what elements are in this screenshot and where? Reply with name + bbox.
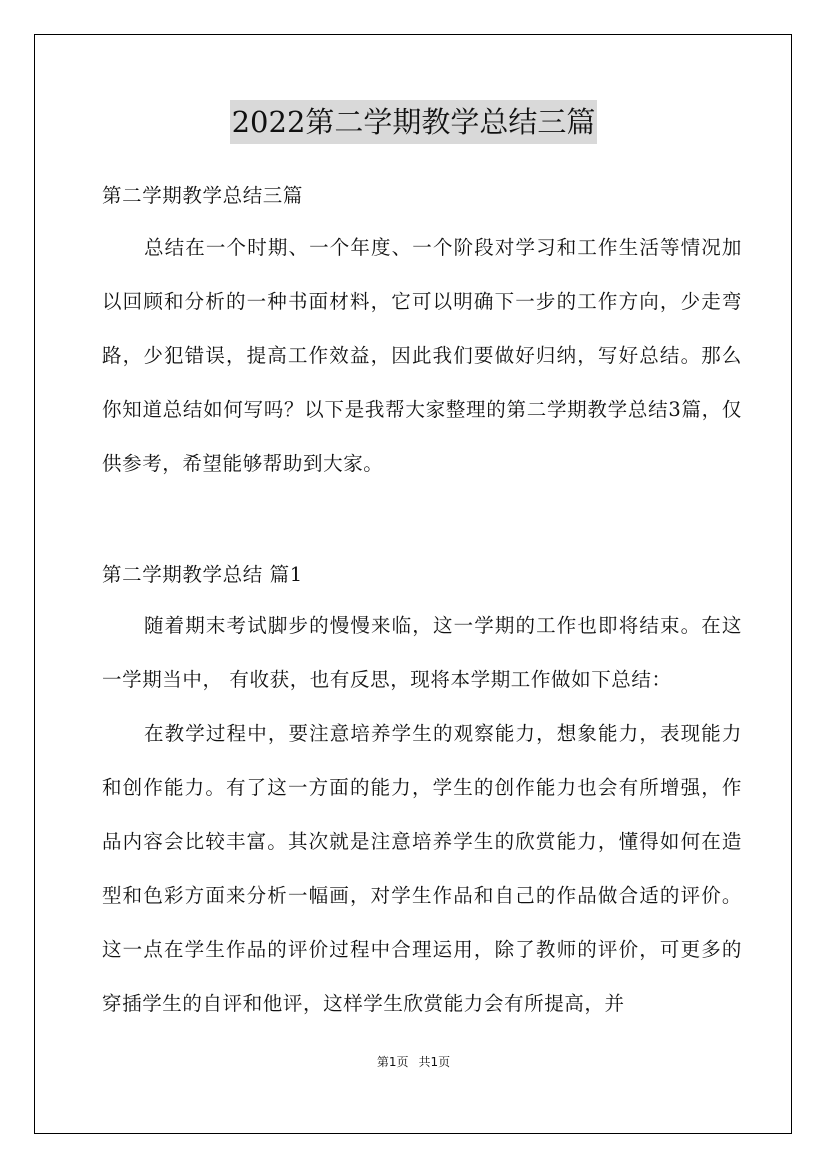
section-paragraph-1: 随着期末考试脚步的慢慢来临，这一学期的工作也即将结束。在这一学期当中， 有收获，也有反思，现将本学期工作做如下总结：: [102, 614, 742, 691]
document-title-text: 2022第二学期教学总结三篇: [230, 100, 598, 144]
page-number: 第1页: [376, 1055, 409, 1069]
intro-paragraph: 总结在一个时期、一个年度、一个阶段对学习和工作生活等情况加以回顾和分析的一种书面材料，它可以明确下一步的工作方向，少走弯路，少犯错误，提高工作效益，因此我们要做好归纳，写好总结。那么你知道总结如何写吗？以下是我帮大家整理的第二学期教学总结3篇，仅供参考，希望能够帮助到大家。: [102, 236, 742, 475]
document-title: [0, 100, 827, 144]
page-footer: [0, 1054, 827, 1070]
page-total: 共1页: [418, 1055, 451, 1069]
section-heading: 第二学期教学总结 篇1: [102, 563, 303, 586]
subtitle: 第二学期教学总结三篇: [102, 184, 304, 207]
section-paragraph-2: 在教学过程中，要注意培养学生的观察能力，想象能力，表现能力和创作能力。有了这一方面的能力，学生的创作能力也会有所增强，作品内容会比较丰富。其次就是注意培养学生的欣赏能力，懂得如何在造型和色彩方面来分析一幅画，对学生作品和自己的作品做合适的评价。这一点在学生作品的评价过程中合理运用，除了教师的评价，可更多的穿插学生的自评和他评，这样学生欣赏能力会有所提高，并: [102, 722, 742, 1015]
